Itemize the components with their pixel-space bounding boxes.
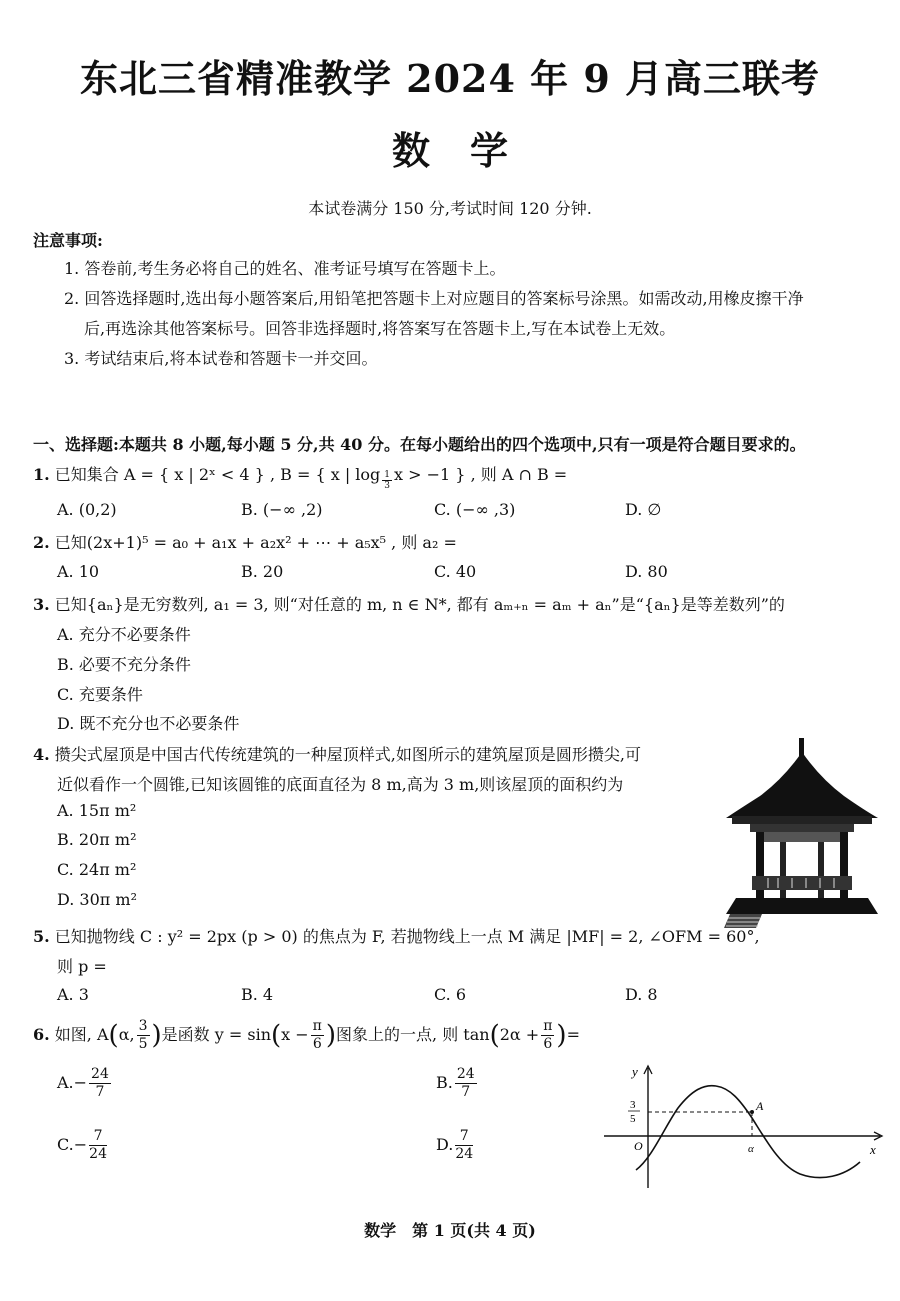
note-2-cont: 后,再选涂其他答案标号。回答非选择题时,将答案写在答题卡上,写在本试卷上无效。 [84,319,676,338]
fraction-3-5: $\frac{3}{5}$ [138,1018,148,1052]
option-c: C. 40 [434,562,477,581]
question-stem: 已知(2x+1)⁵ = a₀ + a₁x + a₂x² + ⋯ + a₅x⁵ , 则 a₂ = [54,533,457,552]
question-number: 4. [33,745,50,764]
option-a: A. 3 [57,985,89,1004]
subject-title: 数学 [391,128,548,173]
pavilion-image [722,738,882,930]
question-5-line2: 则 p = [57,957,107,976]
option-d: D. $\frac{7}{24}$ [436,1128,474,1162]
question-4 [33,742,641,765]
question-number: 1. [33,465,50,484]
option-b: B. 4 [241,985,274,1004]
question-5 [33,924,760,947]
option-a: A. 10 [57,562,100,581]
section-heading: 一、选择题:本题共 8 小题,每小题 5 分,共 40 分。在每小题给出的四个选项中,只有一项是符合题目要求的。 [33,435,806,454]
question-1 [33,462,567,491]
origin-label: O [634,1139,643,1153]
question-number: 3. [33,595,50,614]
option-c: C. 充要条件 [57,685,143,704]
exam-info: 本试卷满分 150 分,考试时间 120 分钟. [308,199,592,218]
question-stem: 已知集合 A = { x | 2ˣ < 4 } , B = { x | log [54,465,381,484]
frac-den-label: 5 [630,1113,636,1125]
question-number: 2. [33,533,50,552]
note-2: 2. 回答选择题时,选出每小题答案后,用铅笔把答题卡上对应题目的答案标号涂黑。如需改动,用橡皮擦干净 [64,289,804,308]
question-number: 5. [33,927,50,946]
option-a: A. (0,2) [57,500,117,519]
option-b: B. 20π m² [57,830,137,849]
option-d: D. 80 [625,562,668,581]
alpha-label: α [748,1143,754,1155]
question-stem: 已知{aₙ}是无穷数列, a₁ = 3, 则“对任意的 m, n ∈ N*, 都有 aₘ₊ₙ = aₘ + aₙ”是“{aₙ}是等差数列”的 [54,595,785,614]
question-3 [33,592,785,615]
option-d: D. 既不充分也不必要条件 [57,714,240,733]
notes-heading: 注意事项: [33,231,103,250]
option-c: C. 6 [434,985,467,1004]
fraction-pi-6: $\frac{\pi}{6}$ [543,1018,553,1052]
question-4-line2: 近似看作一个圆锥,已知该圆锥的底面直径为 8 m,高为 3 m,则该屋顶的面积约为 [57,775,624,794]
option-d: D. 30π m² [57,890,137,909]
question-stem: 攒尖式屋顶是中国古代传统建筑的一种屋顶样式,如图所示的建筑屋顶是圆形攒尖,可 [54,745,641,764]
question-2 [33,530,457,553]
x-label: x [870,1142,876,1157]
option-a: A. 充分不必要条件 [57,625,191,644]
fraction-pi-6: $\frac{\pi}{6}$ [312,1018,322,1052]
option-b: B. (−∞ ,2) [241,500,323,519]
option-a: A. 15π m² [57,801,137,820]
question-stem-end: x > −1 } , 则 A ∩ B = [394,465,568,484]
question-stem: 已知抛物线 C : y² = 2px (p > 0) 的焦点为 F, 若抛物线上一点 M 满足 |MF| = 2, ∠OFM = 60°, [54,927,760,946]
log-base-fraction: $\frac{1}{3}$ [384,470,391,491]
option-c: C. 24π m² [57,860,137,879]
note-3: 3. 考试结束后,将本试卷和答题卡一并交回。 [64,349,378,368]
option-a: A.− $\frac{24}{7}$ [57,1066,109,1100]
option-b: B. $\frac{24}{7}$ [436,1066,475,1100]
question-6: 6. 如图, A(α, $\frac{3}{5}$ )是函数 y = sin(x − $\frac{\pi}{6}$ )图象上的一点, 则 tan(2α + $\frac{\pi}{6}$ )= [33,1018,580,1052]
option-d: D. ∅ [625,500,662,519]
note-1: 1. 答卷前,考生务必将自己的姓名、准考证号填写在答题卡上。 [64,259,506,278]
point-a [750,1110,754,1114]
a-label: A [756,1099,764,1113]
y-label: y [632,1064,638,1079]
option-c: C.− $\frac{7}{24}$ [57,1128,107,1162]
question-number: 6. [33,1025,50,1044]
option-b: B. 必要不充分条件 [57,655,191,674]
option-d: D. 8 [625,985,658,1004]
page-footer: 数学 第 1 页(共 4 页) [364,1221,536,1240]
sine-curve [636,1086,860,1178]
exam-title: 东北三省精准教学 2024 年 9 月高三联考 [79,56,821,101]
frac-num-label: 3 [630,1099,636,1111]
option-b: B. 20 [241,562,284,581]
option-c: C. (−∞ ,3) [434,500,516,519]
sine-graph [600,1062,890,1192]
